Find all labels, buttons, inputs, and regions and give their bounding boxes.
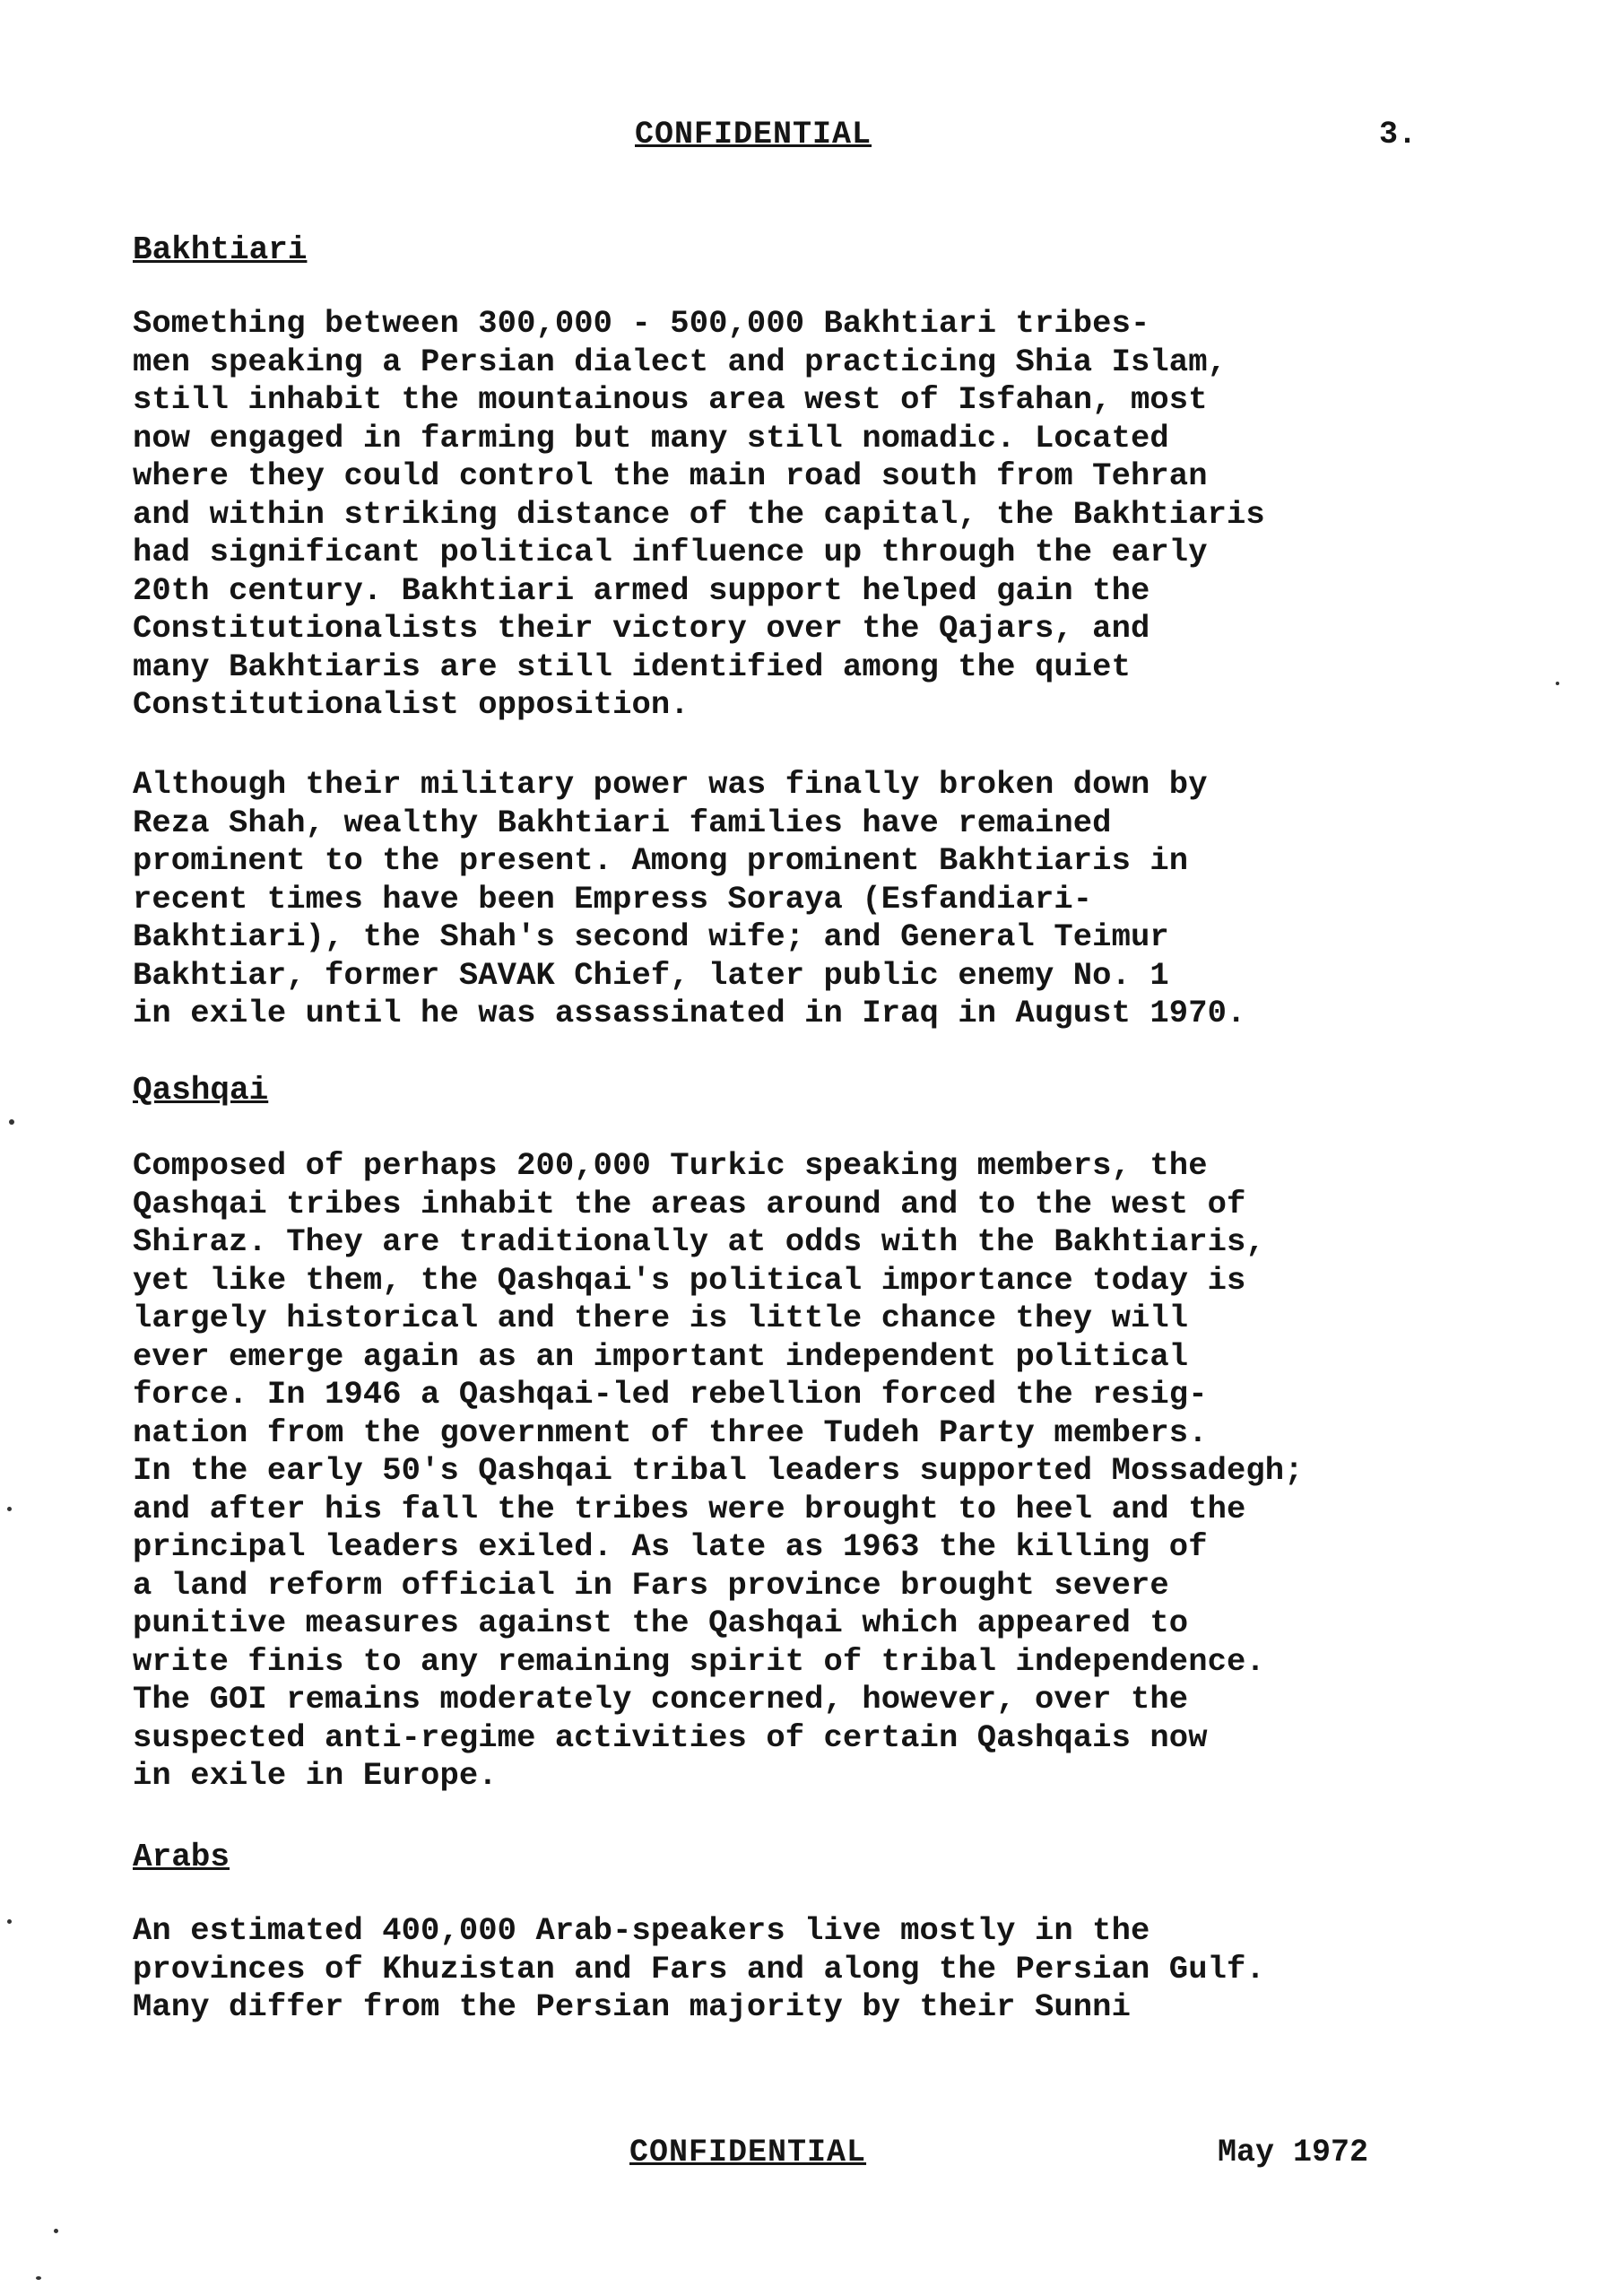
scan-speck [54,2229,58,2233]
footer-classification: CONFIDENTIAL [629,2135,867,2170]
footer-date: May 1972 [1218,2135,1369,2170]
paragraph-arabs: An estimated 400,000 Arab-speakers live mostly in the provinces of Khuzistan and Fars and along the Persian Gulf. Many differ from the Persian majority by their Sunni [133,1912,1265,2025]
scan-speck [9,1119,14,1125]
paragraph-bakhtiari-2: Although their military power was finally broken down by Reza Shah, wealthy Bakhtiari families have remained prominent to the present. Among prominent Bakhtiaris in recent times have been Empress Soraya (Esfandiari- Bakhtiari), the Shah's second wife; and General Teimur Bakhtiar, former SAVAK Chief, later public enemy No. 1 in exile until he was assassinated in Iraq in August 1970. [133,766,1246,1031]
paragraph-qashqai: Composed of perhaps 200,000 Turkic speaking members, the Qashqai tribes inhabit the areas around and to the west of Shiraz. They are traditionally at odds with the Bakhtiaris, yet like them, the Qashqai's political importance today is largely historical and there is little chance they will ever emerge again as an important independent political force. In 1946 a Qashqai-led rebellion forced the resig- nation from the government of three Tudeh Party members. In the early 50's Qashqai tribal leaders supported Mossadegh; and after his fall the tribes were brought to heel and the principal leaders exiled. As late as 1963 the killing of a land reform official in Fars province brought severe punitive measures against the Qashqai which appeared to write finis to any remaining spirit of tribal independence. The GOI remains moderately concerned, however, over the suspected anti-regime activities of certain Qashqais now in exile in Europe. [133,1147,1304,1794]
header-classification: CONFIDENTIAL [635,117,872,152]
section-heading-qashqai: Qashqai [133,1072,269,1109]
scan-speck [7,1507,12,1511]
section-heading-arabs: Arabs [133,1839,230,1875]
scan-speck [1556,682,1559,685]
scan-speck [36,2276,41,2280]
paragraph-bakhtiari-1: Something between 300,000 - 500,000 Bakhtiari tribes- men speaking a Persian dialect and practicing Shia Islam, still inhabit the mountainous area west of Isfahan, most now engaged in farming but many still nomadic. Located where they could control the main road south from Tehran and within striking distance of the capital, the Bakhtiaris had significant political influence up through the early 20th century. Bakhtiari armed support helped gain the Constitutionalists their victory over the Qajars, and many Bakhtiaris are still identified among the quiet Constitutionalist opposition. [133,305,1265,723]
section-heading-bakhtiari: Bakhtiari [133,231,308,268]
scan-speck [7,1919,12,1924]
page-number: 3. [1379,117,1418,152]
